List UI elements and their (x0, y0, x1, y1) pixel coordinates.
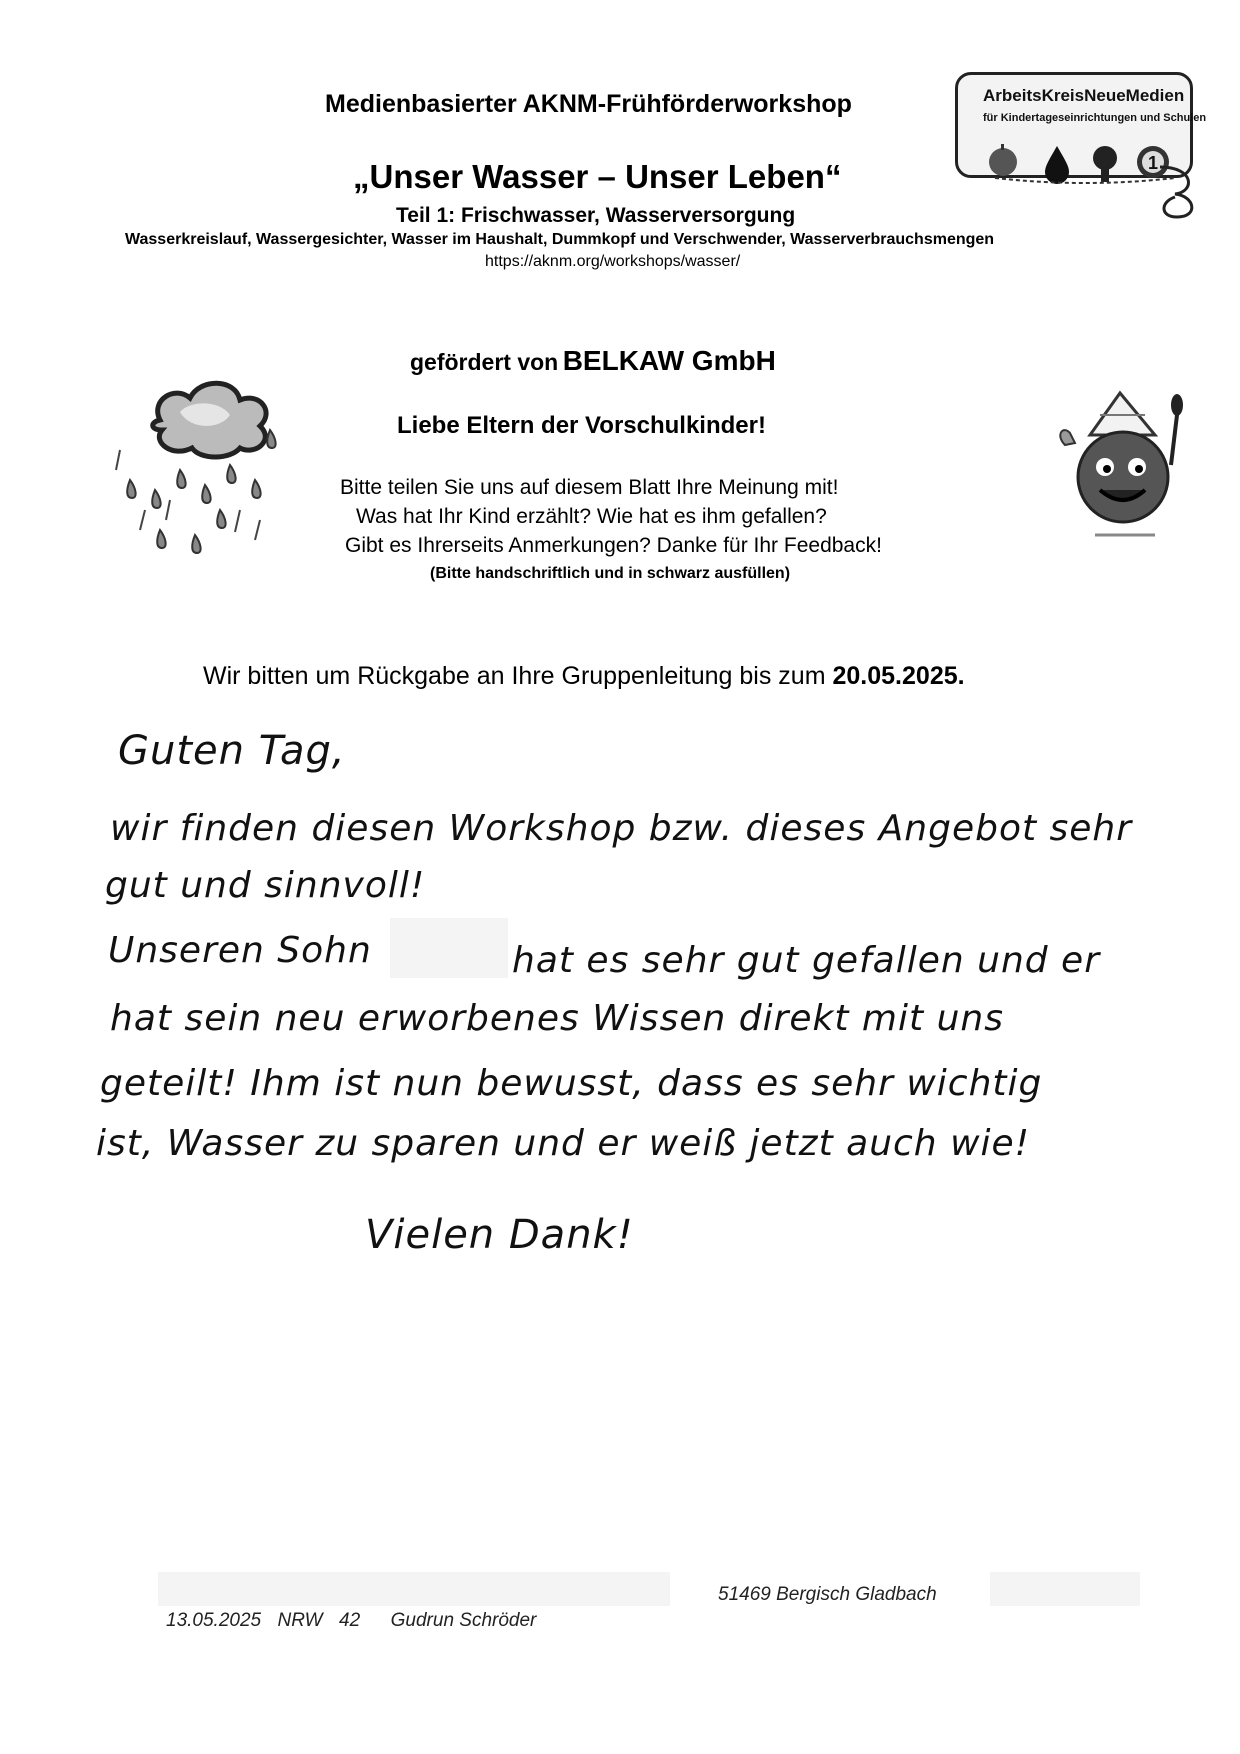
redacted-name-box (390, 918, 508, 978)
logo-title: ArbeitsKreisNeueMedien (983, 86, 1185, 105)
handwritten-line-8: Vielen Dank! (365, 1212, 634, 1258)
sponsor-name: BELKAW GmbH (562, 345, 776, 376)
water-drop-mascot-illustration (1045, 385, 1195, 545)
handwritten-line-2: wir finden diesen Workshop bzw. dieses Angebot sehr (110, 808, 1133, 849)
mascot-hand-icon (1060, 430, 1075, 445)
cloud-icon (153, 383, 266, 457)
footer-redacted-box-left (158, 1572, 670, 1606)
intro-line-3: Gibt es Ihrerseits Anmerkungen? Danke für Ihr Feedback! (345, 534, 882, 557)
handwritten-line-7: ist, Wasser zu sparen und er weiß jetzt auch wie! (96, 1123, 1031, 1164)
return-notice-text: Wir bitten um Rückgabe an Ihre Gruppenleitung bis zum (203, 662, 826, 690)
logo-subtitle: für Kindertageseinrichtungen und Schulen (983, 112, 1207, 124)
intro-line-2: Was hat Ihr Kind erzählt? Wie hat es ihm gefallen? (356, 505, 827, 528)
intro-line-1: Bitte teilen Sie uns auf diesem Blatt Ihre Meinung mit! (340, 476, 839, 499)
aknm-logo (955, 72, 1205, 222)
apple-icon (989, 144, 1017, 176)
rain-cloud-illustration (110, 360, 310, 560)
logo-curl-decoration (1155, 162, 1205, 222)
return-notice (203, 662, 965, 691)
handwritten-line-1: Guten Tag, (118, 728, 346, 774)
footer-number: 42 (339, 1610, 361, 1631)
workshop-title: Medienbasierter AKNM-Frühförderworkshop (325, 90, 852, 118)
mascot-spoon-icon (1171, 394, 1183, 465)
footer-name: Gudrun Schröder (390, 1610, 537, 1631)
footer-state: NRW (277, 1610, 323, 1631)
rain-streaks-icon (116, 450, 260, 540)
topics-line: Wasserkreislauf, Wassergesichter, Wasser im Haushalt, Dummkopf und Verschwender, Wasserverbrauchsmengen (125, 231, 995, 248)
handwritten-line-4b: hat es sehr gut gefallen und er (512, 940, 1100, 981)
workshop-url: https://aknm.org/workshops/wasser/ (485, 253, 741, 270)
logo-badge-number: 1 (1147, 153, 1159, 173)
footer-info (166, 1610, 536, 1632)
mascot-hat-icon (1090, 393, 1155, 435)
handwritten-line-4a: Unseren Sohn (108, 930, 372, 971)
footer-city: 51469 Bergisch Gladbach (718, 1584, 937, 1605)
footer-date: 13.05.2025 (166, 1610, 262, 1631)
tree-icon (1093, 146, 1117, 182)
footer-redacted-box-right (990, 1572, 1140, 1606)
main-title: „Unser Wasser – Unser Leben“ (353, 158, 842, 195)
handwritten-line-3: gut und sinnvoll! (105, 865, 426, 906)
mascot-face-icon (1078, 432, 1168, 522)
part-subtitle: Teil 1: Frischwasser, Wasserversorgung (396, 204, 796, 227)
greeting: Liebe Eltern der Vorschulkinder! (397, 412, 766, 439)
intro-note: (Bitte handschriftlich und in schwarz ausfüllen) (430, 565, 791, 582)
sponsor-prefix: gefördert von (410, 349, 559, 375)
sponsor-line (410, 345, 776, 377)
handwritten-line-5: hat sein neu erworbenes Wissen direkt mit uns (110, 998, 1004, 1039)
handwritten-line-6: geteilt! Ihm ist nun bewusst, dass es sehr wichtig (100, 1063, 1043, 1104)
return-date: 20.05.2025. (832, 662, 965, 690)
drop-icon (1045, 146, 1069, 184)
